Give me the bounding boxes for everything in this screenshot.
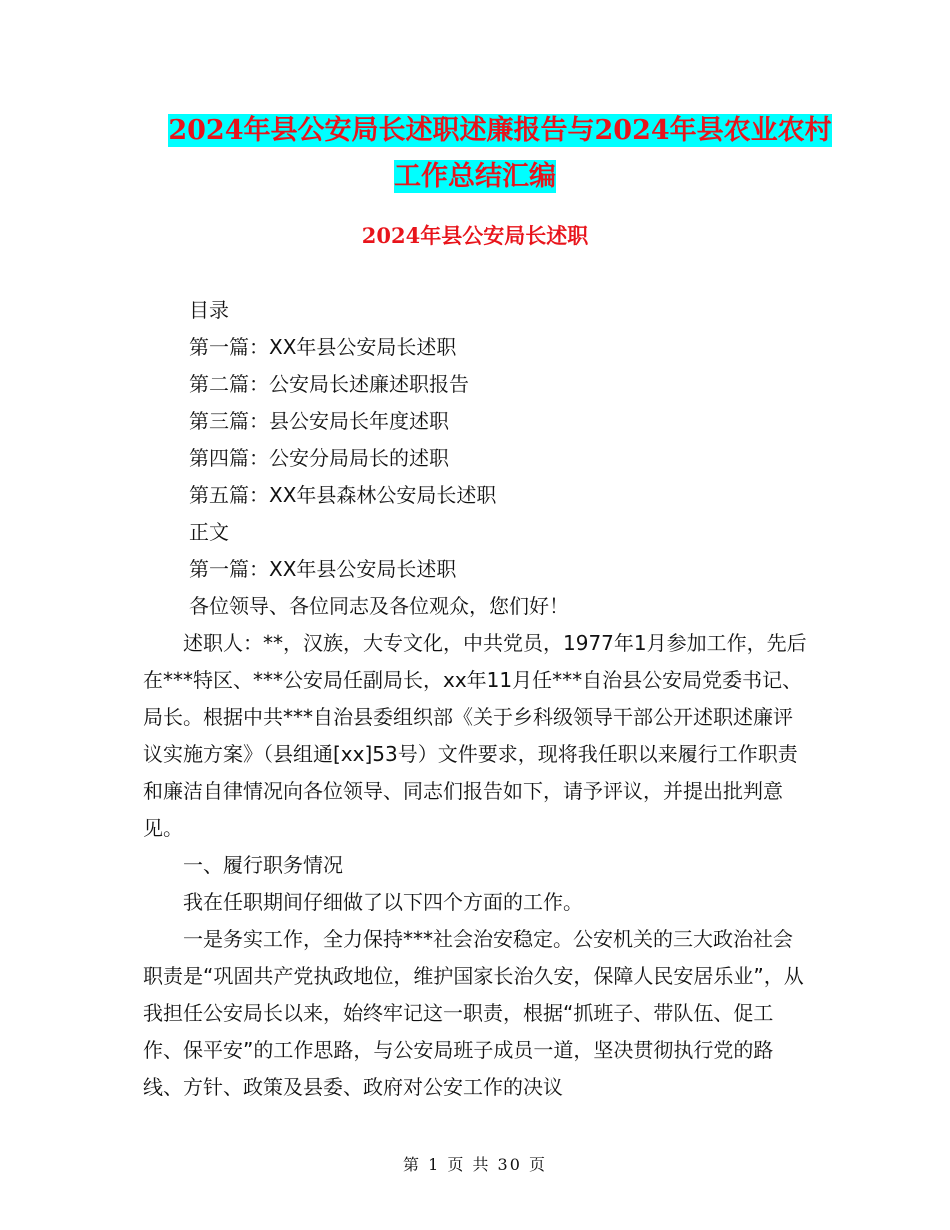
paragraph: 各位领导、各位同志及各位观众，您们好！ (189, 594, 569, 618)
title-line-1: 2024年县公安局长述职述廉报告与2024年县农业农村 (168, 115, 832, 146)
title-line-2: 工作总结汇编 (394, 161, 556, 192)
toc-heading: 目录 (189, 298, 229, 322)
document-title (0, 108, 950, 200)
toc-item: 第五篇：XX年县森林公安局长述职 (189, 483, 497, 507)
document-body (143, 292, 811, 1106)
section-heading: 一、履行职务情况 (183, 853, 343, 877)
paragraph: 述职人：**，汉族，大专文化，中共党员，1977年1月参加工作，先后在***特区、***公安局任副局长，xx年11月任***自治县公安局党委书记、局长。根据中共***自治县委组织部《关于乡科级领导干部公开述职述廉评议实施方案》（县组通[xx]53号）文件要求，现将我任职以来履行工作职责和廉洁自律情况向各位领导、同志们报告如下，请予评议，并提出批判意见。 (143, 631, 807, 840)
toc-item: 第二篇：公安局长述廉述职报告 (189, 372, 469, 396)
toc-item: 第三篇：县公安局长年度述职 (189, 409, 449, 433)
toc-item: 第四篇：公安分局局长的述职 (189, 446, 449, 470)
paragraph: 我在任职期间仔细做了以下四个方面的工作。 (183, 890, 583, 914)
toc-item: 第一篇：XX年县公安局长述职 (189, 335, 457, 359)
paragraph: 一是务实工作，全力保持***社会治安稳定。公安机关的三大政治社会职责是“巩固共产党执政地位，维护国家长治久安，保障人民安居乐业”，从我担任公安局长以来，始终牢记这一职责，根据“抓班子、带队伍、促工作、保平安”的工作思路，与公安局班子成员一道，坚决贯彻执行党的路线、方针、政策及县委、政府对公安工作的决议 (143, 927, 804, 1099)
page-footer: 第 1 页 共 30 页 (403, 1155, 547, 1174)
section-title: 第一篇：XX年县公安局长述职 (189, 557, 457, 581)
document-subtitle: 2024年县公安局长述职 (361, 223, 589, 248)
body-heading: 正文 (189, 520, 229, 544)
